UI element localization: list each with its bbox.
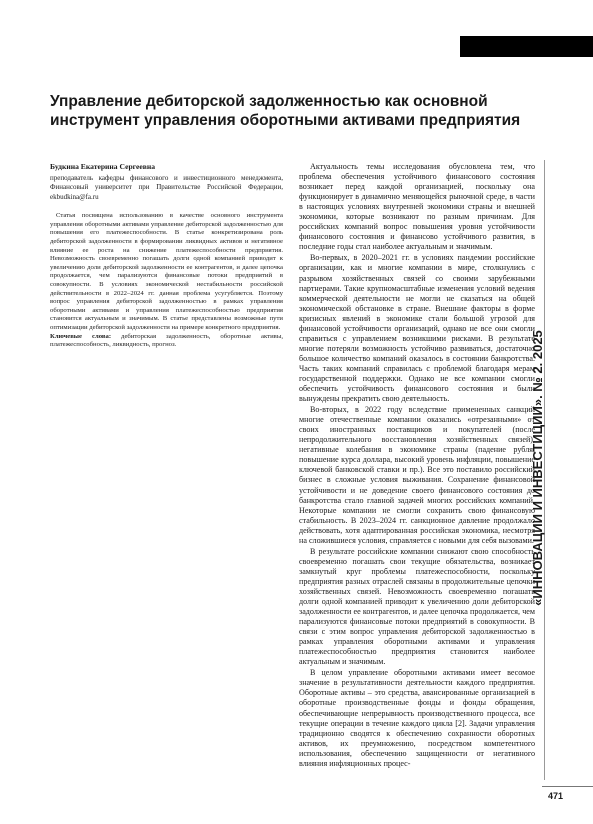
body-paragraph-2: Во-первых, в 2020–2021 гг. в условиях пандемии российские организации, как и многие компании в мире, столкнулись с разрывом хозяйственных связей со своими зарубежными партнерами. Такие крупномасштабные изменения условий ведения коммерческой деятельности не могли не сказаться на общей экономической обстановке в стране. Внешние факторы в форме кризисных явлений в экономике стали большой угрозой для финансовой устойчивости организаций, однако не все они смогли справиться с управлением возникшими рисками. В результате многие потеряли возможность устойчиво развиваться, достаточно большое количество компаний оказалось в состоянии банкротства. Часть таких компаний справилась с проблемой благодаря мерам государственной поддержки. Однако не все компании смогли обеспечить устойчивость финансового состояния и были вынуждены прекратить свою деятельность. — [299, 253, 535, 404]
body-paragraph-5: В целом управление оборотными активами имеет весомое значение в результативности деятельности каждого предприятия. Оборотные активы – это средства, авансированные организацией в оборотные производственные фонды и фонды обращения, обеспечивающие непрерывность производственного процесса, все текущие операции в течение каждого цикла [2]. Задачи управления традиционно сводятся к обеспечению сохранности оборотных активов, их преумножению, посредством компетентного использования, обеспечению защищенности от негативного влияния инфляционных процес- — [299, 668, 535, 768]
abstract-text: Статья посвящена использованию в качестве основного инструмента управления оборотными активами управление дебиторской задолженностью для повышения его платежеспособности. В статье конкретизирована роль дебиторской задолженности в формировании ликвидных активов и негативное влияние ее роста на снижение платежеспособности предприятия. Невозможность своевременно погашать долги одной компанией приводит к увеличению доли дебиторской задолженности ее контрагентов, и далее цепочка продолжается, чем парализуются финансовые потоки предприятий в совокупности. В условиях экономической нестабильности российской действительности в 2022–2024 гг. данная проблема усугубляется. Поэтому вопрос управления дебиторской задолженностью в рамках управления оборотными активами и управления платежеспособностью предприятия становится актуальным и значимым. В статье представлены возможные пути оптимизации дебиторской задолженности на примере конкретного предприятия. — [50, 212, 283, 331]
header-black-bar — [460, 36, 593, 57]
author-affiliation: преподаватель кафедры финансового и инвестиционного менеджмента, Финансовый университет при Правительстве Российской Федерации, ekbudkina@fa.ru — [50, 174, 283, 201]
body-paragraph-3: Во-вторых, в 2022 году вследствие примененных санкций многие отечественные компании оказались «отрезанными» от своих иностранных поставщиков и покупателей (после непродолжительного восстановления хозяйственных связей), негативные колебания в экономике страны (падение рубля, повышение курса доллара, высокий уровень инфляции, повышение ключевой банковской ставки и пр.). Все это поставило российский бизнес в сложные условия выживания. Сохранение финансовой устойчивости и не доведение своего финансового состояния до банкротства стало главной задачей многих российских компаний. Некоторые компании не смогли сохранить свою финансовую стабильность. В 2023–2024 гг. санкционное давление продолжало действовать, хотя адаптированная российская экономика, несмотря на сложившиеся условия, справляется с новыми для себя вызовами. — [299, 405, 535, 545]
left-column — [50, 162, 283, 350]
keywords-text: дебиторская задолженность, оборотные активы, платежеспособность, ликвидность, прогноз. — [50, 332, 284, 349]
page-number: 471 — [548, 791, 564, 801]
main-text-column — [299, 162, 535, 769]
journal-name-vertical: «ИННОВАЦИИ И ИНВЕСТИЦИИ». № 2. 2025 — [530, 330, 545, 606]
keywords — [50, 333, 283, 350]
body-paragraph-1: Актуальность темы исследования обусловлена тем, что проблема обеспечения устойчивого финансового состояния возникает перед каждой организацией, поскольку она функционирует в динамично меняющейся рыночной среде, в части в настоящих условиях внутренней экономики страны и внешней экономики, которые возникают по разным причинам. Для российских компаний вопрос повышения уровня устойчивости финансового состояния и финансово устойчивого развития, в последние годы стал наиболее актуальным и значимым. — [299, 162, 535, 252]
keywords-label: Ключевые слова: — [50, 332, 112, 340]
body-paragraph-4: В результате российские компании снижают свою способность своевременно погашать свои текущие обязательства, возникает замкнутый круг проблемы платежеспособности, поскольку предприятия разных отраслей связаны в продолжительные цепочки хозяйственных связей. Невозможность своевременно погашать долги одной компанией приводит к увеличению доли дебиторской задолженности ее контрагентов, и далее цепочка продолжается, чем парализуются финансовые потоки предприятий в совокупности. В связи с этим вопрос управления дебиторской задолженностью в рамках управления оборотными активами и управления платежеспособностью предприятия становится наиболее актуальным и значимым. — [299, 546, 535, 667]
article-title: Управление дебиторской задолженностью как основной инструмент управления оборотными активами предприятия — [50, 93, 521, 129]
page-number-divider — [542, 786, 593, 787]
author-name: Будкина Екатерина Сергеевна — [50, 162, 156, 171]
